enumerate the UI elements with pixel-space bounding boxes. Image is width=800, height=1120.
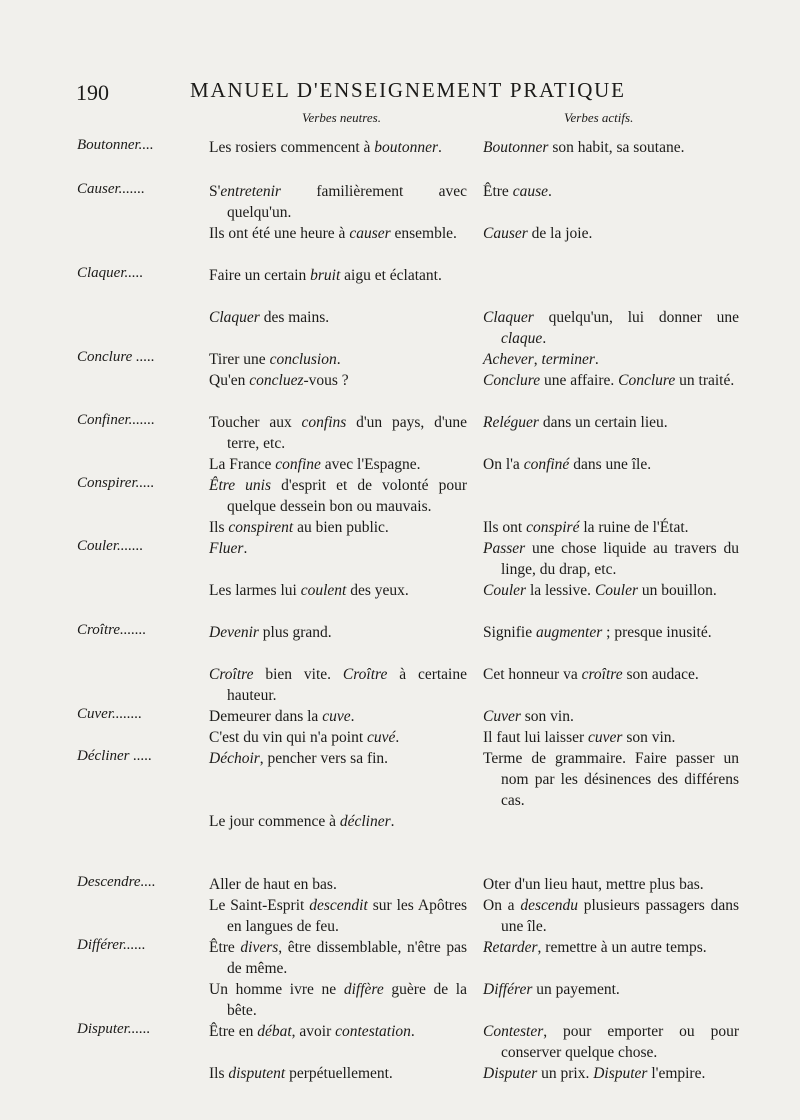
verb-term: Décliner ..... xyxy=(77,748,152,764)
active-definition: Achever, terminer. xyxy=(483,351,599,368)
table-row xyxy=(0,342,800,368)
verb-term: Différer...... xyxy=(77,937,146,953)
neutral-definition: Aller de haut en bas. xyxy=(209,876,337,893)
active-definition: Claquer quelqu'un, lui donner une claque. xyxy=(483,309,739,347)
table-row xyxy=(0,1014,800,1061)
table-row xyxy=(0,258,800,300)
verb-term: Claquer..... xyxy=(77,265,144,281)
neutral-definition: Ils conspirent au bien public. xyxy=(209,519,389,536)
neutral-definition: Faire un certain bruit aigu et éclatant. xyxy=(209,267,442,284)
table-row xyxy=(0,573,800,615)
neutral-definition: Toucher aux confins d'un pays, d'une terre, etc. xyxy=(209,414,467,452)
table-row xyxy=(0,300,800,347)
column-heading-active: Verbes actifs. xyxy=(564,110,634,125)
active-definition: Causer de la joie. xyxy=(483,225,593,242)
active-definition: Retarder, remettre à un autre temps. xyxy=(483,939,707,956)
verb-term: Conspirer..... xyxy=(77,475,155,491)
active-definition: Cuver son vin. xyxy=(483,708,574,725)
verb-term: Confiner....... xyxy=(77,412,155,428)
neutral-definition: S'entretenir familièrement avec quelqu'un. xyxy=(209,183,467,221)
table-row xyxy=(0,363,800,405)
table-row xyxy=(0,468,800,515)
table-row xyxy=(0,531,800,578)
table-row xyxy=(0,804,800,867)
active-definition: Passer une chose liquide au travers du linge, du drap, etc. xyxy=(483,540,739,578)
neutral-definition: Déchoir, pencher vers sa fin. xyxy=(209,750,389,767)
neutral-definition: Devenir plus grand. xyxy=(209,624,332,641)
page-number: 190 xyxy=(76,80,109,105)
active-definition: Boutonner son habit, sa soutane. xyxy=(483,139,685,156)
table-row xyxy=(0,447,800,473)
table-row xyxy=(0,174,800,221)
neutral-definition: Ils disputent perpétuellement. xyxy=(209,1065,393,1082)
neutral-definition: Un homme ivre ne diffère guère de la bête. xyxy=(209,981,467,1019)
table-row xyxy=(0,741,800,809)
neutral-definition: Les larmes lui coulent des yeux. xyxy=(209,582,409,599)
active-definition: Contester, pour emporter ou pour conserver quelque chose. xyxy=(483,1023,739,1061)
neutral-definition: Tirer une conclusion. xyxy=(209,351,341,368)
running-head: MANUEL D'ENSEIGNEMENT PRATIQUE xyxy=(190,78,626,102)
neutral-definition: Croître bien vite. Croître à certaine hauteur. xyxy=(209,666,467,704)
verb-term: Boutonner.... xyxy=(77,137,154,153)
neutral-definition: Qu'en concluez-vous ? xyxy=(209,372,349,389)
neutral-definition: Ils ont été une heure à causer ensemble. xyxy=(209,225,457,242)
active-definition: Conclure une affaire. Conclure un traité. xyxy=(483,372,735,389)
table-row xyxy=(0,867,800,893)
table-row xyxy=(0,972,800,1019)
active-definition: Être cause. xyxy=(483,183,552,200)
neutral-definition: Le Saint-Esprit descendit sur les Apôtres en langues de feu. xyxy=(209,897,467,935)
neutral-definition: Le jour commence à décliner. xyxy=(209,813,395,830)
neutral-definition: Fluer. xyxy=(209,540,248,557)
verb-term: Cuver........ xyxy=(77,706,142,722)
table-row xyxy=(0,699,800,725)
neutral-definition: Les rosiers commencent à boutonner. xyxy=(209,139,442,156)
verb-term: Croître....... xyxy=(77,622,147,638)
active-definition: Ils ont conspiré la ruine de l'État. xyxy=(483,519,689,536)
table-row xyxy=(0,888,800,935)
neutral-definition: Demeurer dans la cuve. xyxy=(209,708,355,725)
table-row xyxy=(0,405,800,452)
verb-term: Disputer...... xyxy=(77,1021,151,1037)
active-definition: Différer un payement. xyxy=(483,981,620,998)
active-definition: Reléguer dans un certain lieu. xyxy=(483,414,668,431)
column-heading-neutral: Verbes neutres. xyxy=(302,110,381,125)
neutral-definition: La France confine avec l'Espagne. xyxy=(209,456,421,473)
neutral-definition: Claquer des mains. xyxy=(209,309,330,326)
verb-table xyxy=(0,130,800,1098)
table-row xyxy=(0,930,800,977)
table-row xyxy=(0,720,800,746)
active-definition: Couler la lessive. Couler un bouillon. xyxy=(483,582,717,599)
active-definition: On l'a confiné dans une île. xyxy=(483,456,652,473)
neutral-definition: C'est du vin qui n'a point cuvé. xyxy=(209,729,400,746)
neutral-definition: Être en débat, avoir contestation. xyxy=(209,1023,415,1040)
active-definition: Signifie augmenter ; presque inusité. xyxy=(483,624,712,641)
active-definition: Oter d'un lieu haut, mettre plus bas. xyxy=(483,876,704,893)
verb-term: Causer....... xyxy=(77,181,145,197)
active-definition: On a descendu plusieurs passagers dans une île. xyxy=(483,897,739,935)
neutral-definition: Être divers, être dissemblable, n'être pas de même. xyxy=(209,939,467,977)
neutral-definition: Être unis d'esprit et de volonté pour quelque dessein bon ou mauvais. xyxy=(209,477,468,515)
table-row xyxy=(0,1056,800,1098)
table-row xyxy=(0,216,800,258)
verb-term: Conclure ..... xyxy=(77,349,155,365)
table-row xyxy=(0,615,800,657)
active-definition: Disputer un prix. Disputer l'empire. xyxy=(483,1065,706,1082)
active-definition: Cet honneur va croître son audace. xyxy=(483,666,699,683)
verb-term: Descendre.... xyxy=(77,874,156,890)
active-definition: Il faut lui laisser cuver son vin. xyxy=(483,729,676,746)
table-row xyxy=(0,510,800,536)
table-row xyxy=(0,657,800,704)
table-row xyxy=(0,130,800,174)
verb-term: Couler....... xyxy=(77,538,144,554)
active-definition: Terme de grammaire. Faire passer un nom par les désinences des différens cas. xyxy=(483,750,739,809)
